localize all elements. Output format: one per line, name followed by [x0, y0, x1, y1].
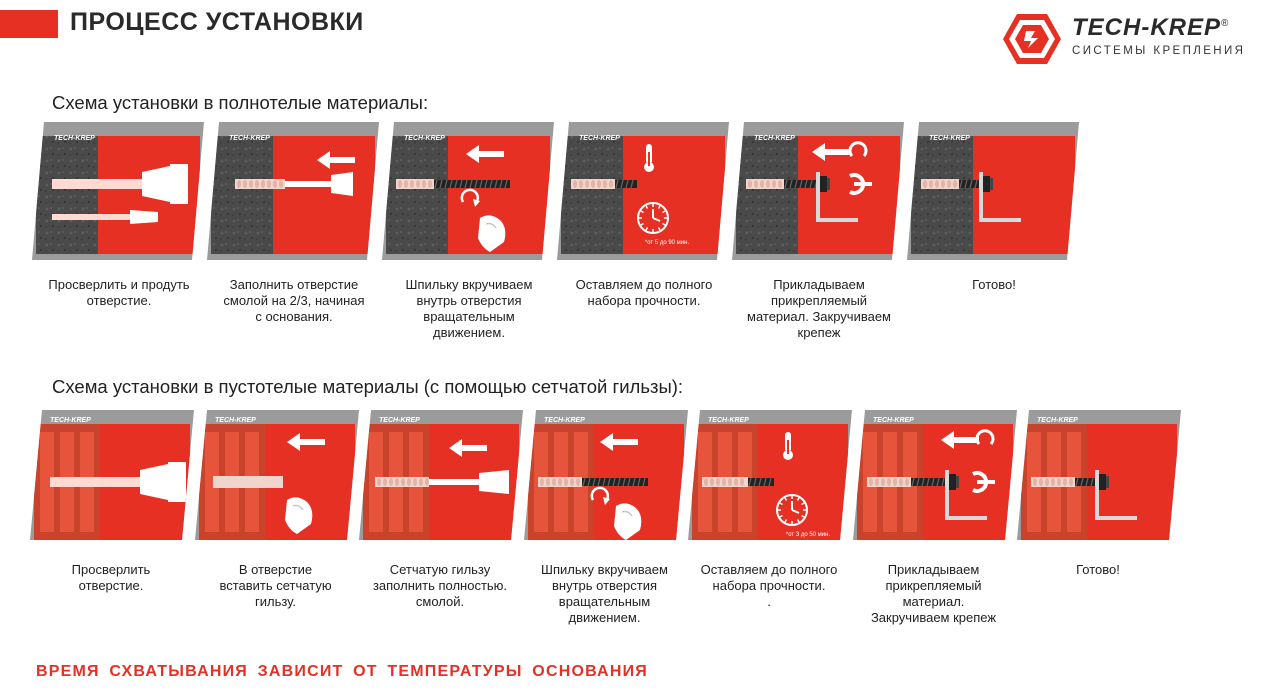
hollow-section-title: Схема установки в пустотелые материалы (с помощью сетчатой гильзы):	[52, 376, 684, 397]
step-illustration	[1017, 410, 1181, 540]
step-illustration	[207, 122, 379, 260]
step-illustration	[853, 410, 1017, 540]
step-illustration	[32, 122, 204, 260]
step-caption: Просверлить отверстие.	[71, 562, 151, 593]
step-caption: Прикладываем прикрепляемый материал. Закручиваем крепеж	[747, 277, 891, 340]
brand-watermark: TECH-KREP	[214, 417, 256, 424]
step-illustration	[732, 122, 904, 260]
step-caption: Шпильку вкручиваем внутрь отверстия вращательным движением.	[405, 277, 533, 340]
header-accent-bar	[0, 10, 58, 38]
step-illustration	[524, 410, 688, 540]
step-caption: Готово!	[972, 277, 1016, 292]
brand-watermark: TECH-KREP	[872, 417, 914, 424]
step-illustration	[382, 122, 554, 260]
logo-name: TECH-KREP	[1072, 14, 1222, 41]
brand-watermark: TECH-KREP	[708, 417, 749, 424]
step-illustration	[557, 122, 729, 260]
step-caption: Оставляем до полного набора прочности. .	[700, 562, 838, 609]
step-illustration	[359, 410, 523, 540]
brand-watermark: TECH-KREP	[404, 135, 445, 142]
step-caption: Сетчатую гильзу заполнить полностью. смолой.	[372, 562, 508, 609]
step-illustration	[195, 410, 359, 540]
step-caption: Готово!	[1076, 562, 1120, 577]
brand-watermark: TECH-KREP	[754, 135, 795, 142]
solid-section-title: Схема установки в полнотелые материалы:	[52, 92, 429, 113]
step-caption: Прикладываем прикрепляемый материал. Закручиваем крепеж	[870, 562, 997, 625]
page-title: ПРОЦЕСС УСТАНОВКИ	[70, 8, 364, 36]
brand-watermark: TECH-KREP	[579, 135, 620, 142]
cure-time-note: *от 3 до 50 мин.	[785, 532, 831, 538]
step-caption: Оставляем до полного набора прочности.	[575, 277, 713, 308]
registered-mark: ®	[1221, 18, 1230, 29]
cure-time-note: *от 5 до 90 мин.	[644, 240, 690, 246]
brand-logo	[1002, 12, 1262, 66]
step-caption: В отверстие вставить сетчатую гильзу.	[219, 562, 332, 609]
step-illustration	[688, 410, 852, 540]
brand-watermark: TECH-KREP	[929, 135, 970, 142]
step-illustration	[907, 122, 1079, 260]
curing-time-note: ВРЕМЯ СХВАТЫВАНИЯ ЗАВИСИТ ОТ ТЕМПЕРАТУРЫ ОСНОВАНИЯ	[36, 663, 648, 680]
brand-watermark: TECH-KREP	[54, 135, 95, 142]
brand-watermark: TECH-KREP	[1037, 417, 1078, 424]
logo-icon	[1002, 12, 1062, 66]
brand-watermark: TECH-KREP	[229, 135, 270, 142]
step-illustration	[30, 410, 194, 540]
brand-watermark: TECH-KREP	[543, 417, 585, 424]
step-caption: Просверлить и продуть отверстие.	[48, 277, 190, 308]
step-caption: Заполнить отверстие смолой на 2/3, начиная с основания.	[223, 277, 365, 324]
step-caption: Шпильку вкручиваем внутрь отверстия вращательным движением.	[541, 562, 668, 625]
brand-watermark: TECH-KREP	[50, 417, 91, 424]
logo-tagline: СИСТЕМЫ КРЕПЛЕНИЯ	[1072, 45, 1246, 57]
brand-watermark: TECH-KREP	[379, 417, 420, 424]
